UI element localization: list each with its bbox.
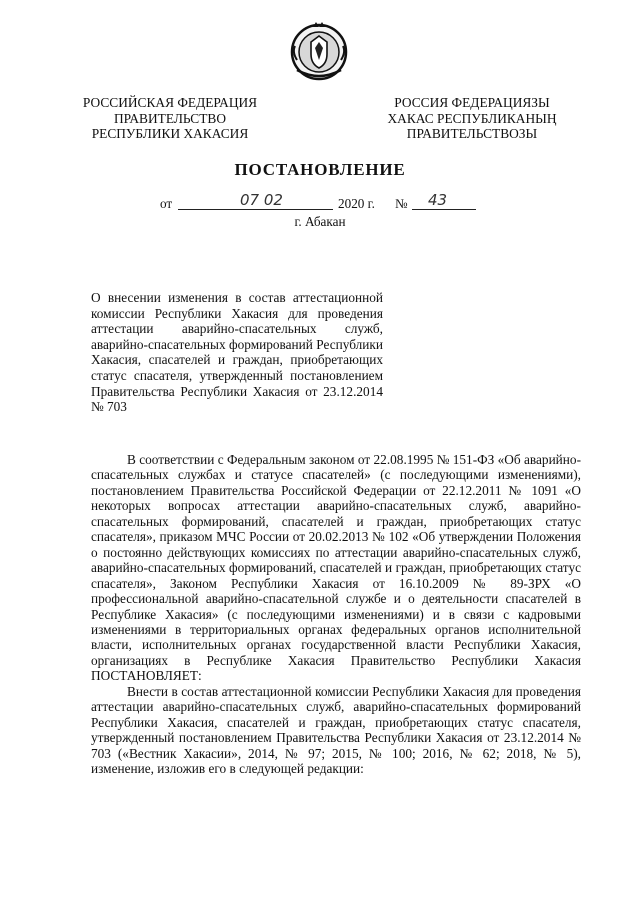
year-label: 2020 г. [338, 196, 375, 211]
handwritten-date: 07 02 [240, 191, 283, 209]
header-kh-line: ПРАВИТЕЛЬСТВОЗЫ [406, 126, 538, 142]
subject-block: О внесении изменения в состав аттестационной комиссии Республики Хакасия для проведения аттестации аварийно-спасательных служб, аварийно-спасательных формирований Республики Хакасия, спасателей и граждан, приобретающих статус спасателя, утвержденный постановлением Правительства Республики Хакасия от 23.12.2014 № 703 [91, 290, 383, 415]
number-label: № [395, 196, 408, 211]
document-title: ПОСТАНОВЛЕНИЕ [234, 160, 406, 179]
header-khakas [372, 95, 572, 142]
body-paragraph: Внести в состав аттестационной комиссии Республики Хакасия для проведения аттестации аварийно-спасательных служб, аварийно-спасательных формирований Республики Хакасия, спасателей и граждан, приобретающих статус спасателя, утвержденный постановлением Правительства Республики Хакасия от 23.12.2014 № 703 («Вестник Хакасии», 2014, № 97; 2015, № 100; 2016, № 62; 2018, № 5), изменение, изложив его в следующей редакции: [91, 683, 581, 777]
header-ru-line: ПРАВИТЕЛЬСТВО [113, 110, 226, 126]
coat-of-arms-khakassia-icon [289, 20, 349, 82]
number-underline [412, 209, 476, 210]
header-ru-line: РОССИЙСКАЯ ФЕДЕРАЦИЯ [82, 95, 258, 110]
date-underline [178, 209, 333, 210]
handwritten-number: 43 [428, 191, 448, 209]
header-ru-line: РЕСПУБЛИКИ ХАКАСИЯ [91, 126, 249, 142]
header-russian [70, 95, 270, 142]
header-kh-line: ХАКАС РЕСПУБЛИКАНЫҢ [387, 110, 557, 126]
city-label: г. Абакан [294, 214, 346, 229]
header-kh-line: РОССИЯ ФЕДЕРАЦИЯЗЫ [394, 95, 550, 110]
from-label: от [160, 196, 173, 211]
document-body [91, 452, 581, 777]
body-paragraph: В соответствии с Федеральным законом от 22.08.1995 № 151-ФЗ «Об аварийно-спасательных службах и статусе спасателей» (с последующими изменениями), постановлением Правительства Российской Федерации от 22.12.2011 № 1091 «О некоторых вопросах аттестации аварийно-спасательных служб, аварийно-спасательных формирований, спасателей и граждан, приобретающих статус спасателя», приказом МЧС России от 20.02.2013 № 102 «Об утверждении Положения о постоянно действующих комиссиях по аттестации аварийно-спасательных служб, аварийно-спасательных формирований, спасателей и граждан, приобретающих статус спасателя», Законом Республики Хакасия от 16.10.2009 № 89-ЗРХ «О профессиональной аварийно-спасательной службе и о деятельности спасателей в Республике Хакасия» (с последующими изменениями) и в связи с кадровыми изменениями в территориальных органах федеральных органов исполнительной власти, исполнительных органах государственной власти Республики Хакасия, организациях в Республике Хакасия Правительство Республики Хакасия ПОСТАНОВЛЯЕТ: [91, 452, 581, 684]
date-number-line [0, 191, 640, 216]
